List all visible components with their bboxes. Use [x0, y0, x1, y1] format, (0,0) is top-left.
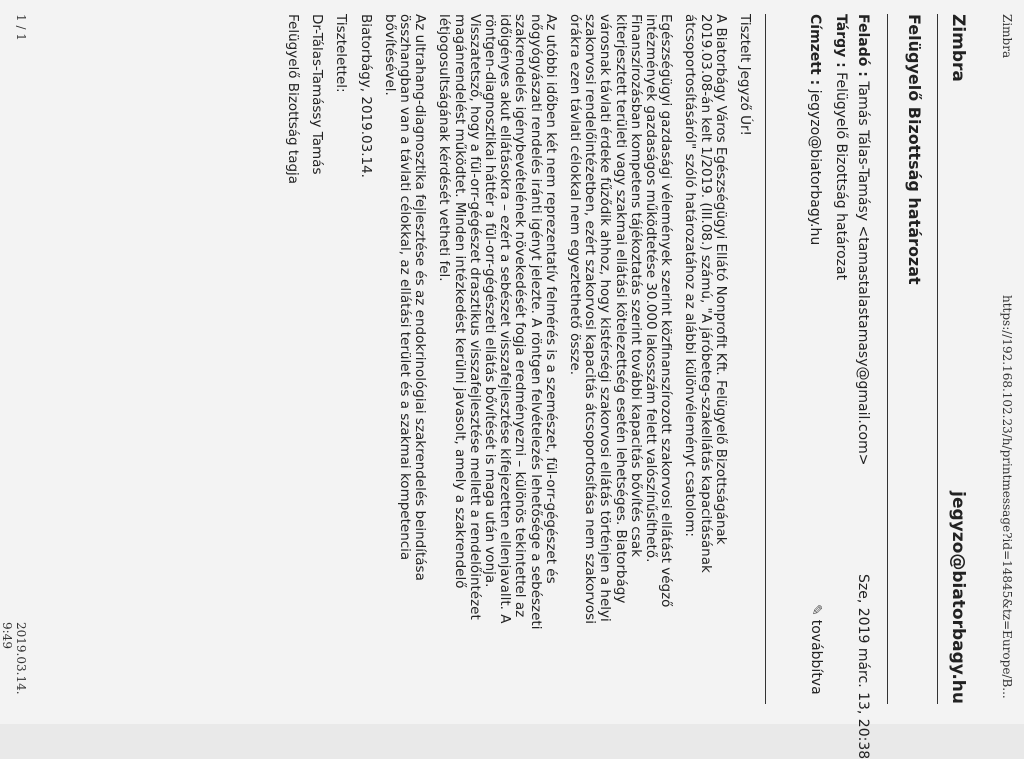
body-line: A Biatorbágy Város Egészségügyi Ellátó Nonprofit Kft. Felügyelő Bizottságának — [712, 14, 729, 545]
closing: Tisztelettel: — [333, 14, 350, 93]
body-line: városnak távlati érdeke fűződik ahhoz, hogy kistérségi szakorvosi ellátás történjen a helyi — [597, 14, 614, 622]
body-line: intézmények gazdaságos működtetése 30.000 lakosszám felett valószínűsíthető. — [642, 14, 659, 563]
forward-label: továbbítva — [808, 619, 824, 695]
body-line: szakrendelés igénybevételének növekedését fogja eredményezni – különös tekintettel az — [512, 14, 529, 618]
forwarded-indicator — [808, 604, 824, 695]
body-line: magánrendelést működtet. Minden intézkedést kerülni javasolt, amely a szakrendelő — [451, 14, 468, 589]
body-line: Visszatetsző, hogy a fül-orr-gégészet drasztikus visszafejlesztése mellett a rendelőintézet — [466, 14, 483, 620]
message-date: Sze, 2019 márc. 13, 20:38 — [855, 574, 871, 759]
from-label: Feladó : — [855, 14, 871, 77]
subject-value: Felügyelő Bizottság határozat — [833, 72, 849, 281]
paragraph-2 — [567, 14, 673, 704]
print-header-url: https://192.168.102.23/h/printmessage?id=14845&tz=Europe/B... — [1000, 295, 1014, 699]
body-line: Az ultrahang-diagnosztika fejlesztése és az endokrinológiai szakrendelés beindítása — [412, 14, 429, 581]
body-line: létjogosultságának kérdését vetheti fel. — [436, 14, 453, 282]
divider — [887, 14, 888, 704]
body-line: bővítésével. — [381, 14, 398, 96]
body-line: Egészségügyi gazdasági vélemények szerint közfinanszírozott szakorvosi ellátást végző — [658, 14, 675, 608]
salutation: Tisztelt Jegyző Úr! — [737, 14, 753, 136]
paragraph-1 — [682, 14, 728, 704]
body-line: Finanszírozásban kompetens tájékoztatás szerint további kapacitás bővítés csak — [627, 14, 644, 557]
to-value: jegyzo@biatorbagy.hu — [807, 89, 823, 246]
body-line: 2019.03.08-án kelt 1/2019. (III.08.) számú, "A járóbeteg-szakellátás kapacitásának — [697, 14, 714, 573]
brand-name: Zimbra — [948, 14, 968, 82]
account-email: jegyzo@biatorbagy.hu — [948, 491, 968, 704]
paragraph-4 — [382, 14, 428, 704]
message-title: Felügyelő Bizottság határozat — [905, 14, 924, 285]
body-line: átcsoportosításáról" szóló határozatához az alábbi különvéleményt csatolom: — [682, 14, 699, 537]
to-label: Címzett : — [807, 14, 823, 86]
divider — [765, 14, 766, 704]
print-timestamp: 2019.03.14. 9:49 — [0, 622, 28, 695]
divider — [937, 14, 938, 704]
body-line: időigényes akut ellátásokra – ezért a sebészet visszafejlesztése kifejezetten ellenjavallt. A — [497, 14, 514, 624]
message-body — [276, 14, 752, 704]
subject-row — [832, 14, 850, 714]
body-line: szakorvosi rendelőintézetben, ezért szakorvosi kapacitás átcsoportosítása nem szakorvosi — [582, 14, 599, 624]
subject-label: Tárgy : — [833, 14, 849, 68]
body-line: Az utóbbi időben két nem reprezentatív felmérés is a szemészet, fül-orr-gégészet és — [542, 14, 559, 584]
print-header-app: Zimbra — [1000, 14, 1014, 59]
body-line: kiterjesztett területi vagy szakmai ellátási kötelezettség esetén lehetséges. Biatorbágy — [612, 14, 629, 604]
paragraph-3 — [436, 14, 558, 704]
from-row — [854, 14, 872, 759]
page-count: 1 / 1 — [14, 14, 28, 41]
place-date: Biatorbágy, 2019.03.14. — [357, 14, 374, 178]
body-line: órákra ezen távlati célokkal nem egyeztethető össze. — [566, 14, 583, 376]
body-line: összhangban van a távlati célokkal, az ellátási terület és a szakmai kompetencia — [396, 14, 413, 561]
body-line: röntgen-diagnosztikai háttér a fül-orr-gégészeti ellátás bővítését is maga után vonja. — [481, 14, 498, 588]
body-line: nőgyógyászati rendelés iránti igényt jelezte. A röntgen felvételezés lehetősége a sebészeti — [527, 14, 544, 630]
zimbra-header — [942, 14, 976, 704]
signer-role: Felügyelő Bizottság tagja — [284, 14, 301, 185]
signer-name: Dr-Tálas-Tamássy Tamás — [309, 14, 326, 175]
from-value: Tamás Tálas-Tamásy <tamastalastamasy@gmail.com> — [855, 81, 871, 466]
forward-icon: ✎ — [808, 604, 824, 616]
